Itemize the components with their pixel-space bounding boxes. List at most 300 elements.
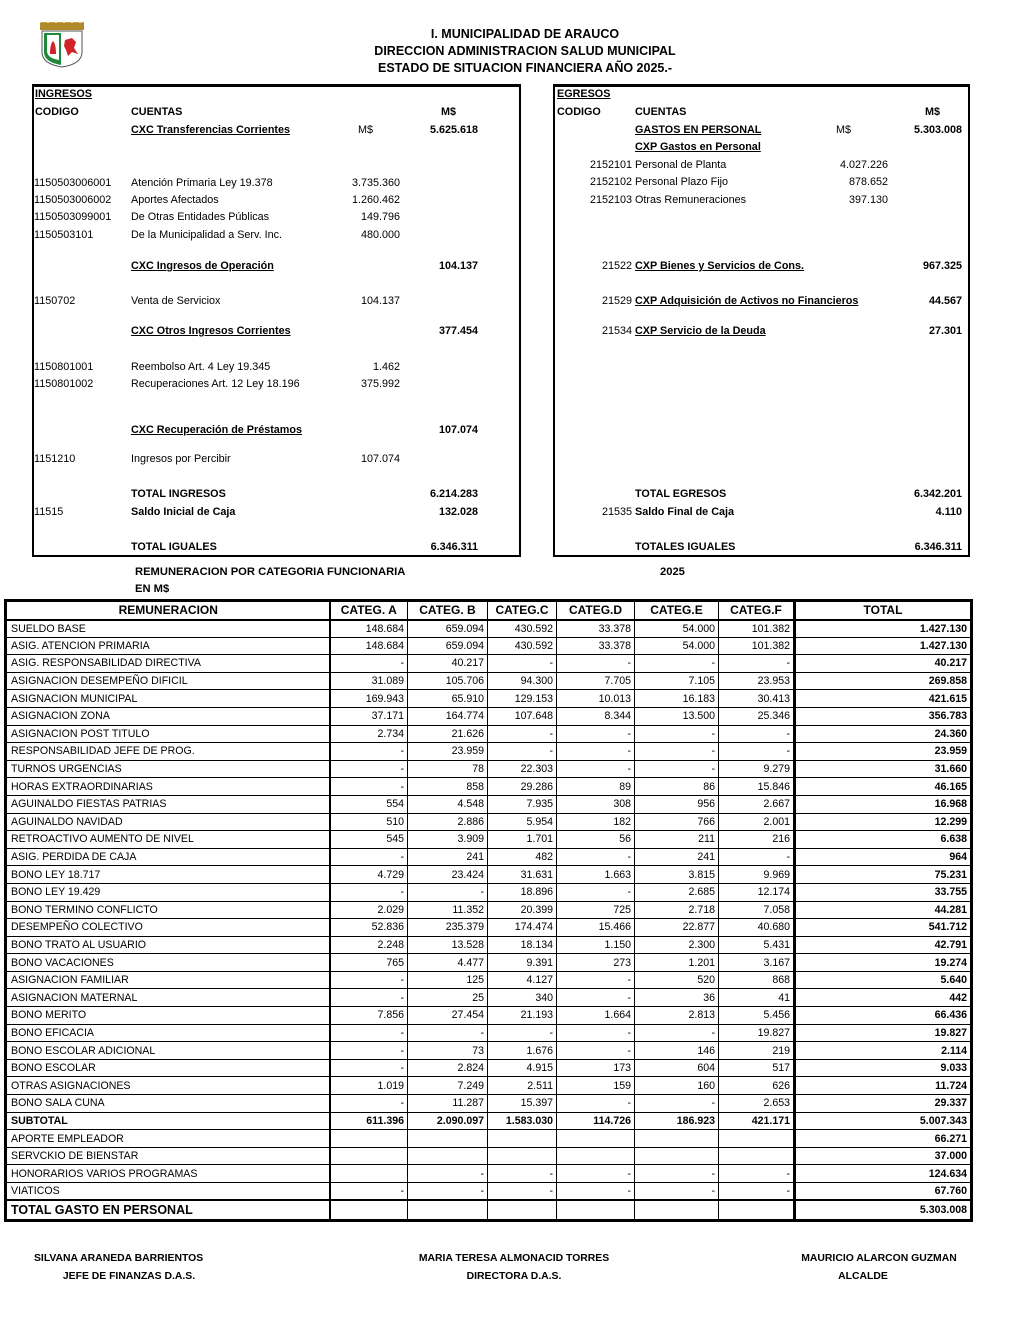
- egresos-group-code: 21534: [601, 325, 632, 337]
- category-value: 65.910: [408, 690, 488, 708]
- category-value: 1.676: [488, 1042, 557, 1060]
- category-value: -: [719, 743, 795, 761]
- saldo-final-value: 4.110: [935, 506, 962, 518]
- category-value: 21.193: [488, 1007, 557, 1025]
- row-total: 11.724: [795, 1077, 972, 1095]
- category-value: [330, 1200, 408, 1220]
- category-value: -: [719, 848, 795, 866]
- category-value: 18.134: [488, 936, 557, 954]
- category-value: 52.836: [330, 919, 408, 937]
- category-value: 3.167: [719, 954, 795, 972]
- egresos-item-value: 878.652: [848, 176, 888, 188]
- totales-iguales-label: TOTALES IGUALES: [635, 541, 736, 553]
- row-total: 1.427.130: [795, 620, 972, 638]
- category-value: -: [557, 743, 635, 761]
- ingresos-item-value: 1.260.462: [351, 194, 400, 206]
- category-value: -: [635, 1095, 719, 1113]
- category-value: 273: [557, 954, 635, 972]
- category-value: 9.969: [719, 866, 795, 884]
- ingresos-panel: [32, 84, 521, 557]
- col-header-remuneracion: REMUNERACION: [6, 601, 330, 620]
- row-total: 421.615: [795, 690, 972, 708]
- table-row: [6, 1147, 972, 1165]
- saldo-inicial-value: 132.028: [438, 506, 478, 518]
- category-value: 2.029: [330, 901, 408, 919]
- saldo-final-label: Saldo Final de Caja: [635, 506, 734, 518]
- table-row: [6, 1007, 972, 1025]
- row-label: ASIG. PERDIDA DE CAJA: [6, 848, 330, 866]
- category-value: 1.150: [557, 936, 635, 954]
- category-value: -: [408, 1024, 488, 1042]
- row-total: 16.968: [795, 795, 972, 813]
- category-value: 146: [635, 1042, 719, 1060]
- row-label: HORAS EXTRAORDINARIAS: [6, 778, 330, 796]
- row-label: BONO ESCOLAR: [6, 1059, 330, 1077]
- table-row: [6, 1042, 972, 1060]
- row-label: HONORARIOS VARIOS PROGRAMAS: [6, 1165, 330, 1183]
- category-value: 25: [408, 989, 488, 1007]
- category-value: 31.089: [330, 672, 408, 690]
- category-value: 2.001: [719, 813, 795, 831]
- category-value: -: [557, 655, 635, 673]
- col-header-categ-f: CATEG.F: [719, 601, 795, 620]
- category-value: 766: [635, 813, 719, 831]
- category-value: 1.701: [488, 831, 557, 849]
- category-value: 1.664: [557, 1007, 635, 1025]
- category-value: 41: [719, 989, 795, 1007]
- remuneracion-table-body: [6, 620, 972, 1221]
- category-value: 11.287: [408, 1095, 488, 1113]
- category-value: -: [557, 1183, 635, 1201]
- category-value: 13.500: [635, 707, 719, 725]
- ingresos-section-label: INGRESOS: [35, 88, 92, 100]
- ingresos-item-code: 1150801001: [34, 361, 94, 373]
- table-row: [6, 795, 972, 813]
- category-value: 31.631: [488, 866, 557, 884]
- row-total: 23.959: [795, 743, 972, 761]
- egresos-item-name: Otras Remuneraciones: [635, 194, 747, 206]
- category-value: 125: [408, 971, 488, 989]
- category-value: 2.300: [635, 936, 719, 954]
- gastos-personal-unit: M$: [836, 124, 851, 136]
- category-value: 3.815: [635, 866, 719, 884]
- category-value: 89: [557, 778, 635, 796]
- egresos-group-total: 27.301: [928, 325, 962, 337]
- category-value: -: [557, 989, 635, 1007]
- category-value: 25.346: [719, 707, 795, 725]
- table-row: [6, 620, 972, 638]
- category-value: 219: [719, 1042, 795, 1060]
- category-value: [719, 1130, 795, 1148]
- row-total: 42.791: [795, 936, 972, 954]
- col-header-total: TOTAL: [795, 601, 972, 620]
- title-statement: ESTADO DE SITUACION FINANCIERA AÑO 2025.-: [377, 61, 672, 75]
- egresos-group-code: 21529: [601, 295, 632, 307]
- col-header-categ-c: CATEG.C: [488, 601, 557, 620]
- category-value: 2.813: [635, 1007, 719, 1025]
- category-value: 725: [557, 901, 635, 919]
- row-total: 5.303.008: [795, 1200, 972, 1220]
- category-value: -: [635, 1024, 719, 1042]
- category-value: -: [330, 743, 408, 761]
- ingresos-item-value: 375.992: [360, 378, 400, 390]
- table-row: [6, 707, 972, 725]
- table-row: [6, 901, 972, 919]
- row-total: 24.360: [795, 725, 972, 743]
- table-row: [6, 637, 972, 655]
- category-value: -: [330, 848, 408, 866]
- document-title: [200, 26, 850, 77]
- ingresos-group-unit: M$: [358, 124, 373, 136]
- table-row: [6, 831, 972, 849]
- category-value: 4.127: [488, 971, 557, 989]
- category-value: 9.279: [719, 760, 795, 778]
- table-row: [6, 989, 972, 1007]
- category-value: 148.684: [330, 637, 408, 655]
- egresos-col-cuentas: CUENTAS: [635, 106, 687, 118]
- row-label: BONO MERITO: [6, 1007, 330, 1025]
- ingresos-item-code: 1150702: [34, 295, 76, 307]
- category-value: 340: [488, 989, 557, 1007]
- egresos-item-code: 2152102: [589, 176, 632, 188]
- category-value: 23.424: [408, 866, 488, 884]
- row-total: 19.827: [795, 1024, 972, 1042]
- total-ingresos-label: TOTAL INGRESOS: [131, 488, 226, 500]
- ingresos-item-value: 3.735.360: [351, 177, 400, 189]
- row-label: AGUINALDO NAVIDAD: [6, 813, 330, 831]
- category-value: 18.896: [488, 883, 557, 901]
- egresos-group-code: 21522: [601, 260, 632, 272]
- category-value: 2.248: [330, 936, 408, 954]
- category-value: [408, 1130, 488, 1148]
- egresos-item-value: 397.130: [848, 194, 888, 206]
- row-label: VIATICOS: [6, 1183, 330, 1201]
- category-value: 211: [635, 831, 719, 849]
- row-total: 1.427.130: [795, 637, 972, 655]
- table-header-row: [6, 601, 972, 620]
- category-value: -: [408, 883, 488, 901]
- category-value: -: [557, 760, 635, 778]
- ingresos-item-code: 1150801002: [34, 378, 94, 390]
- category-value: 20.399: [488, 901, 557, 919]
- category-value: 33.378: [557, 620, 635, 638]
- table-row: [6, 1077, 972, 1095]
- category-value: 114.726: [557, 1112, 635, 1130]
- table-row: [6, 690, 972, 708]
- category-value: 2.653: [719, 1095, 795, 1113]
- category-value: -: [330, 883, 408, 901]
- row-label: BONO ESCOLAR ADICIONAL: [6, 1042, 330, 1060]
- category-value: 868: [719, 971, 795, 989]
- row-total: 40.217: [795, 655, 972, 673]
- category-value: -: [635, 1165, 719, 1183]
- table-row: [6, 919, 972, 937]
- subtotal-row: [6, 1112, 972, 1130]
- gastos-personal-total: 5.303.008: [913, 124, 962, 136]
- row-total: 356.783: [795, 707, 972, 725]
- category-value: 2.824: [408, 1059, 488, 1077]
- category-value: 520: [635, 971, 719, 989]
- category-value: 36: [635, 989, 719, 1007]
- category-value: 430.592: [488, 637, 557, 655]
- category-value: 5.456: [719, 1007, 795, 1025]
- row-total: 12.299: [795, 813, 972, 831]
- category-value: 2.090.097: [408, 1112, 488, 1130]
- row-label: APORTE EMPLEADOR: [6, 1130, 330, 1148]
- category-value: 7.105: [635, 672, 719, 690]
- category-value: -: [330, 971, 408, 989]
- table-row: [6, 1183, 972, 1201]
- category-value: 129.153: [488, 690, 557, 708]
- category-value: 173: [557, 1059, 635, 1077]
- ingresos-item-code: 1151210: [34, 453, 76, 465]
- category-value: 545: [330, 831, 408, 849]
- category-value: 94.300: [488, 672, 557, 690]
- category-value: -: [488, 1165, 557, 1183]
- title-direction: DIRECCION ADMINISTRACION SALUD MUNICIPAL: [374, 44, 676, 58]
- category-value: 30.413: [719, 690, 795, 708]
- category-value: 604: [635, 1059, 719, 1077]
- category-value: [557, 1200, 635, 1220]
- category-value: 73: [408, 1042, 488, 1060]
- signature-role: DIRECTORA D.A.S.: [466, 1271, 562, 1282]
- signature-name: MARIA TERESA ALMONACID TORRES: [418, 1253, 610, 1264]
- category-value: [330, 1147, 408, 1165]
- category-value: 1.019: [330, 1077, 408, 1095]
- category-value: 101.382: [719, 637, 795, 655]
- table-row: [6, 954, 972, 972]
- row-total: 66.436: [795, 1007, 972, 1025]
- title-municipality: I. MUNICIPALIDAD DE ARAUCO: [430, 27, 620, 41]
- category-value: 15.846: [719, 778, 795, 796]
- row-total: 37.000: [795, 1147, 972, 1165]
- category-value: -: [557, 1024, 635, 1042]
- category-value: 21.626: [408, 725, 488, 743]
- ingresos-item-value: 104.137: [360, 295, 400, 307]
- category-value: -: [719, 1165, 795, 1183]
- row-label: ASIGNACION POST TITULO: [6, 725, 330, 743]
- ingresos-item-code: 1150503101: [34, 229, 94, 241]
- total-egresos-label: TOTAL EGRESOS: [635, 488, 727, 500]
- row-total: 67.760: [795, 1183, 972, 1201]
- category-value: -: [330, 778, 408, 796]
- table-row: [6, 760, 972, 778]
- category-value: -: [330, 989, 408, 1007]
- table-row: [6, 1165, 972, 1183]
- row-total: 46.165: [795, 778, 972, 796]
- ingresos-group-total: 107.074: [438, 424, 478, 436]
- category-value: [635, 1147, 719, 1165]
- ingresos-item-value: 480.000: [360, 229, 400, 241]
- table-row: [6, 813, 972, 831]
- category-value: [408, 1200, 488, 1220]
- ingresos-item-name: Aportes Afectados: [131, 194, 219, 206]
- row-label: SUELDO BASE: [6, 620, 330, 638]
- row-label: BONO EFICACIA: [6, 1024, 330, 1042]
- category-value: [330, 1130, 408, 1148]
- category-value: 308: [557, 795, 635, 813]
- table-row: [6, 866, 972, 884]
- table-row: [6, 936, 972, 954]
- category-value: [557, 1130, 635, 1148]
- total-ingresos-value: 6.214.283: [429, 488, 478, 500]
- category-value: 54.000: [635, 620, 719, 638]
- table-row: [6, 1059, 972, 1077]
- col-header-categ-b: CATEG. B: [408, 601, 488, 620]
- table-row: [6, 725, 972, 743]
- category-value: 107.648: [488, 707, 557, 725]
- cxp-gastos-personal-title: CXP Gastos en Personal: [635, 141, 761, 153]
- category-value: 4.729: [330, 866, 408, 884]
- category-value: [330, 1165, 408, 1183]
- category-value: 2.886: [408, 813, 488, 831]
- row-total: 541.712: [795, 919, 972, 937]
- category-value: 159: [557, 1077, 635, 1095]
- ingresos-group-title: CXC Ingresos de Operación: [131, 260, 274, 272]
- category-value: 1.663: [557, 866, 635, 884]
- category-value: [557, 1147, 635, 1165]
- category-value: 160: [635, 1077, 719, 1095]
- category-value: 4.915: [488, 1059, 557, 1077]
- egresos-group-title: CXP Adquisición de Activos no Financieros: [635, 295, 859, 307]
- category-value: [488, 1130, 557, 1148]
- category-value: -: [557, 725, 635, 743]
- category-value: 554: [330, 795, 408, 813]
- category-value: 22.303: [488, 760, 557, 778]
- category-value: -: [330, 1095, 408, 1113]
- category-value: 7.705: [557, 672, 635, 690]
- egresos-item-name: Personal de Planta: [635, 159, 727, 171]
- ingresos-group-total: 5.625.618: [429, 124, 478, 136]
- row-label: TURNOS URGENCIAS: [6, 760, 330, 778]
- category-value: 2.511: [488, 1077, 557, 1095]
- category-value: -: [330, 1059, 408, 1077]
- category-value: 29.286: [488, 778, 557, 796]
- category-value: -: [635, 1183, 719, 1201]
- category-value: -: [330, 760, 408, 778]
- row-label: BONO VACACIONES: [6, 954, 330, 972]
- category-value: -: [719, 1183, 795, 1201]
- table-row: [6, 778, 972, 796]
- category-value: 33.378: [557, 637, 635, 655]
- category-value: 19.827: [719, 1024, 795, 1042]
- col-header-categ-d: CATEG.D: [557, 601, 635, 620]
- category-value: 626: [719, 1077, 795, 1095]
- category-value: 164.774: [408, 707, 488, 725]
- category-value: 5.431: [719, 936, 795, 954]
- category-value: 241: [408, 848, 488, 866]
- row-label: BONO SALA CUNA: [6, 1095, 330, 1113]
- category-value: -: [557, 971, 635, 989]
- category-value: 9.391: [488, 954, 557, 972]
- category-value: -: [488, 725, 557, 743]
- ingresos-item-code: 1150503006001: [34, 177, 112, 189]
- row-total: 2.114: [795, 1042, 972, 1060]
- category-value: 956: [635, 795, 719, 813]
- row-total: 31.660: [795, 760, 972, 778]
- category-value: 169.943: [330, 690, 408, 708]
- category-value: 510: [330, 813, 408, 831]
- category-value: 101.382: [719, 620, 795, 638]
- signature-name: MAURICIO ALARCON GUZMAN: [801, 1253, 957, 1264]
- category-value: 421.171: [719, 1112, 795, 1130]
- row-label: ASIGNACION MATERNAL: [6, 989, 330, 1007]
- ingresos-item-name: De la Municipalidad a Serv. Inc.: [131, 229, 283, 241]
- category-value: -: [557, 1042, 635, 1060]
- category-value: 2.667: [719, 795, 795, 813]
- category-value: 7.856: [330, 1007, 408, 1025]
- category-value: [635, 1200, 719, 1220]
- category-value: 482: [488, 848, 557, 866]
- egresos-group-total: 44.567: [928, 295, 962, 307]
- category-value: -: [557, 1165, 635, 1183]
- row-label: RETROACTIVO AUMENTO DE NIVEL: [6, 831, 330, 849]
- category-value: 2.734: [330, 725, 408, 743]
- category-value: 40.217: [408, 655, 488, 673]
- total-iguales-value: 6.346.311: [430, 541, 478, 553]
- category-value: 148.684: [330, 620, 408, 638]
- category-value: -: [488, 1024, 557, 1042]
- category-value: 56: [557, 831, 635, 849]
- row-label: BONO LEY 19.429: [6, 883, 330, 901]
- egresos-col-ms: M$: [925, 106, 940, 118]
- ingresos-item-name: Recuperaciones Art. 12 Ley 18.196: [131, 378, 300, 390]
- ingresos-item-code: 1150503006002: [34, 194, 112, 206]
- category-value: -: [408, 1183, 488, 1201]
- category-value: 23.959: [408, 743, 488, 761]
- remuneracion-unit: EN M$: [135, 583, 170, 595]
- egresos-item-name: Personal Plazo Fijo: [635, 176, 729, 188]
- category-value: -: [719, 725, 795, 743]
- ingresos-group-title: CXC Recuperación de Préstamos: [131, 424, 303, 436]
- total-egresos-value: 6.342.201: [913, 488, 962, 500]
- category-value: 186.923: [635, 1112, 719, 1130]
- category-value: -: [719, 655, 795, 673]
- row-label: AGUINALDO FIESTAS PATRIAS: [6, 795, 330, 813]
- row-total: 75.231: [795, 866, 972, 884]
- saldo-inicial-code: 11515: [34, 506, 64, 518]
- category-value: 611.396: [330, 1112, 408, 1130]
- ingresos-group-total: 377.454: [438, 325, 478, 337]
- total-iguales-label: TOTAL IGUALES: [131, 541, 217, 553]
- row-total: 5.007.343: [795, 1112, 972, 1130]
- row-total: 269.858: [795, 672, 972, 690]
- category-value: -: [488, 1183, 557, 1201]
- category-value: 1.201: [635, 954, 719, 972]
- category-value: 12.174: [719, 883, 795, 901]
- category-value: 430.592: [488, 620, 557, 638]
- ingresos-item-name: De Otras Entidades Públicas: [131, 211, 270, 223]
- category-value: 659.094: [408, 620, 488, 638]
- category-value: [719, 1200, 795, 1220]
- table-row: [6, 1024, 972, 1042]
- table-row: [6, 672, 972, 690]
- table-row: [6, 883, 972, 901]
- row-total: 442: [795, 989, 972, 1007]
- row-label: ASIGNACION ZONA: [6, 707, 330, 725]
- category-value: [408, 1147, 488, 1165]
- ingresos-item-name: Atención Primaria Ley 19.378: [131, 177, 273, 189]
- category-value: -: [330, 655, 408, 673]
- table-row: [6, 848, 972, 866]
- category-value: 8.344: [557, 707, 635, 725]
- col-header-categ-a: CATEG. A: [330, 601, 408, 620]
- signature-role: ALCALDE: [838, 1271, 888, 1282]
- saldo-inicial-label: Saldo Inicial de Caja: [131, 506, 236, 518]
- row-label: BONO LEY 18.717: [6, 866, 330, 884]
- category-value: [488, 1147, 557, 1165]
- egresos-group-title: CXP Servicio de la Deuda: [635, 325, 766, 337]
